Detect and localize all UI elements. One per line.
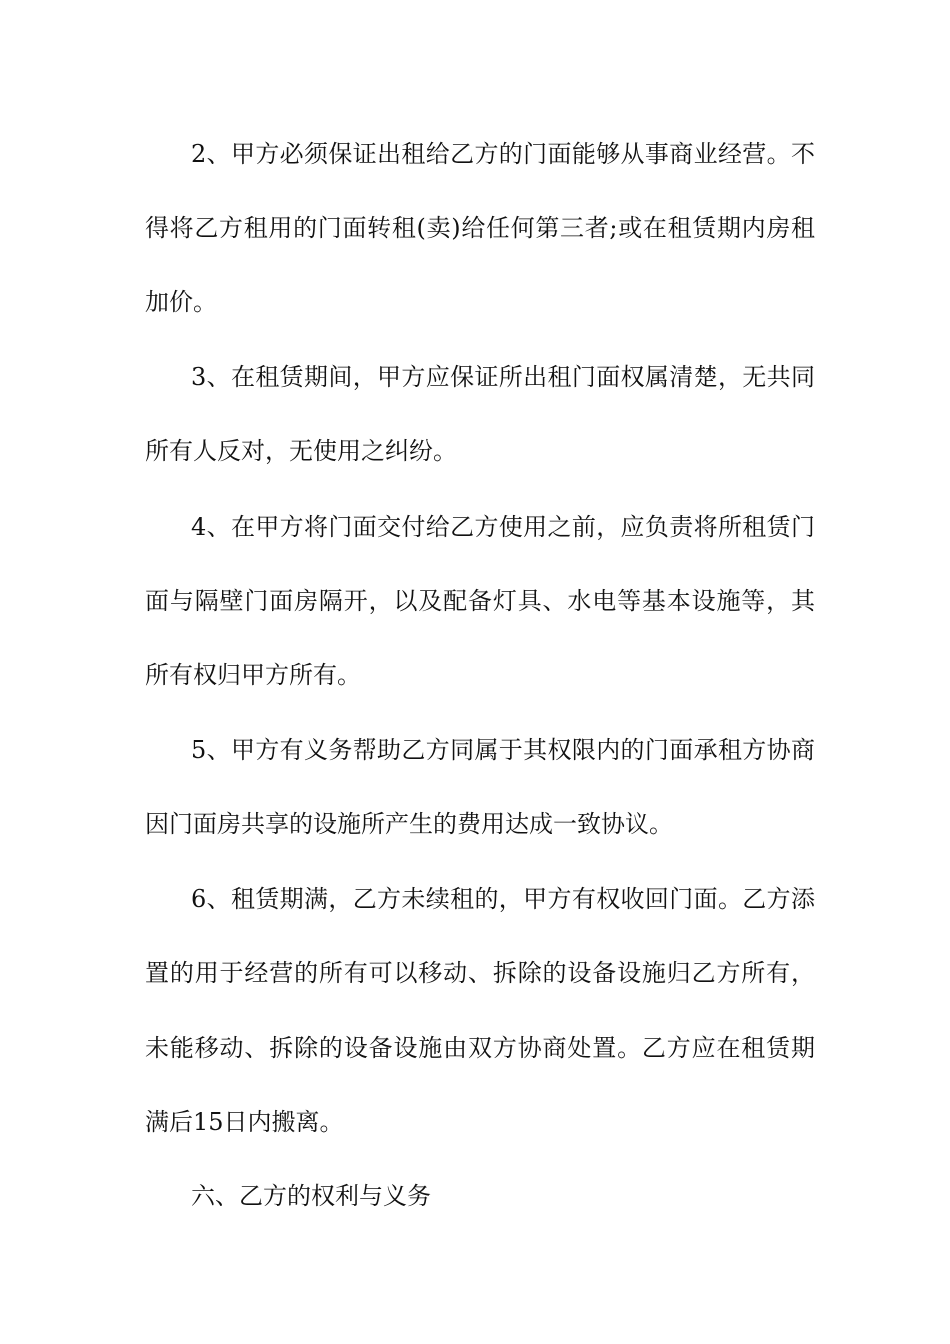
section-heading: 六、乙方的权利与义务 [191, 1182, 431, 1210]
text-line: 因门面房共享的设施所产生的费用达成一致协议。 [145, 810, 673, 838]
text-line: 面与隔壁门面房隔开，以及配备灯具、水电等基本设施等，其 [145, 587, 815, 615]
text-line: 2、甲方必须保证出租给乙方的门面能够从事商业经营。不 [191, 140, 815, 168]
text-line: 3、在租赁期间，甲方应保证所出租门面权属清楚，无共同 [191, 363, 815, 391]
text-line: 加价。 [145, 288, 217, 316]
text-line: 得将乙方租用的门面转租(卖)给任何第三者;或在租赁期内房租 [145, 214, 815, 242]
text-line: 置的用于经营的所有可以移动、拆除的设备设施归乙方所有， [145, 959, 815, 987]
text-line: 满后15日内搬离。 [145, 1108, 344, 1136]
text-line: 4、在甲方将门面交付给乙方使用之前，应负责将所租赁门 [191, 513, 815, 541]
text-line: 6、租赁期满，乙方未续租的，甲方有权收回门面。乙方添 [191, 885, 815, 913]
text-line: 所有权归甲方所有。 [145, 661, 361, 689]
text-line: 所有人反对，无使用之纠纷。 [145, 437, 457, 465]
text-line: 5、甲方有义务帮助乙方同属于其权限内的门面承租方协商 [191, 736, 815, 764]
text-line: 未能移动、拆除的设备设施由双方协商处置。乙方应在租赁期 [145, 1034, 815, 1062]
